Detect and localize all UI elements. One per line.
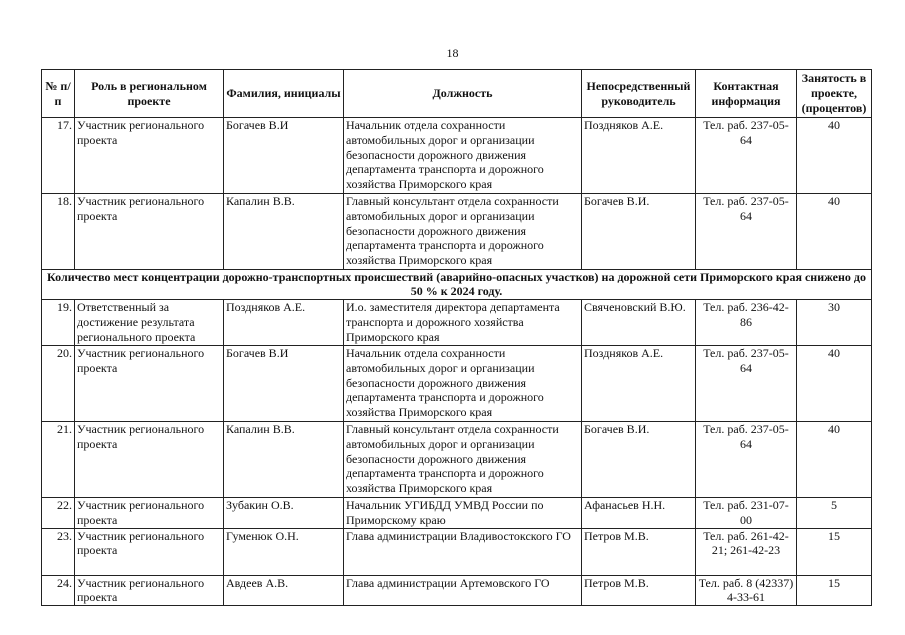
table-row: [42, 194, 872, 270]
table-row: [42, 118, 872, 194]
row-name: Авдеев А.В.: [224, 575, 344, 606]
row-manager: Поздняков А.Е.: [582, 346, 696, 422]
row-position: Главный консультант отдела сохранности автомобильных дорог и организации безопасности дорожного движения департамента транспорта и дорожного хозяйства Приморского края: [344, 422, 582, 498]
row-role: Участник регионального проекта: [75, 575, 224, 606]
row-name: Капалин В.В.: [224, 194, 344, 270]
row-manager: Богачев В.И.: [582, 422, 696, 498]
row-position: Начальник отдела сохранности автомобильных дорог и организации безопасности дорожного движения департамента транспорта и дорожного хозяйства Приморского края: [344, 118, 582, 194]
row-role: Участник регионального проекта: [75, 528, 224, 575]
row-role: Участник регионального проекта: [75, 498, 224, 529]
row-name: Зубакин О.В.: [224, 498, 344, 529]
row-position: Глава администрации Артемовского ГО: [344, 575, 582, 606]
row-manager: Поздняков А.Е.: [582, 118, 696, 194]
row-role: Участник регионального проекта: [75, 346, 224, 422]
row-name: Капалин В.В.: [224, 422, 344, 498]
row-load: 30: [797, 300, 872, 346]
table-row: [42, 300, 872, 346]
row-num: 17.: [42, 118, 75, 194]
row-position: Главный консультант отдела сохранности автомобильных дорог и организации безопасности дорожного движения департамента транспорта и дорожного хозяйства Приморского края: [344, 194, 582, 270]
row-contact: Тел. раб. 261-42-21; 261-42-23: [696, 528, 797, 575]
header-role: Роль в региональном проекте: [75, 70, 224, 118]
header-load: Занятость в проекте, (процентов): [797, 70, 872, 118]
row-manager: Свяченовский В.Ю.: [582, 300, 696, 346]
table-row: [42, 498, 872, 529]
section-row: [42, 270, 872, 300]
table-header-row: [42, 70, 872, 118]
row-num: 23.: [42, 528, 75, 575]
table-row: [42, 575, 872, 606]
row-name: Гуменюк О.Н.: [224, 528, 344, 575]
row-manager: Богачев В.И.: [582, 194, 696, 270]
row-contact: Тел. раб. 237-05-64: [696, 346, 797, 422]
row-load: 40: [797, 118, 872, 194]
row-manager: Петров М.В.: [582, 575, 696, 606]
header-num: № п/п: [42, 70, 75, 118]
row-load: 40: [797, 346, 872, 422]
row-contact: Тел. раб. 237-05-64: [696, 422, 797, 498]
row-num: 22.: [42, 498, 75, 529]
row-num: 19.: [42, 300, 75, 346]
row-num: 21.: [42, 422, 75, 498]
row-name: Поздняков А.Е.: [224, 300, 344, 346]
row-load: 15: [797, 575, 872, 606]
row-position: Глава администрации Владивостокского ГО: [344, 528, 582, 575]
row-role: Участник регионального проекта: [75, 118, 224, 194]
section-title: Количество мест концентрации дорожно-транспортных происшествий (аварийно-опасных участков) на дорожной сети Приморского края снижено до 50 % к 2024 году.: [42, 270, 872, 300]
header-contact: Контактная информация: [696, 70, 797, 118]
table-row: [42, 528, 872, 575]
row-manager: Петров М.В.: [582, 528, 696, 575]
row-name: Богачев В.И: [224, 118, 344, 194]
header-position: Должность: [344, 70, 582, 118]
row-name: Богачев В.И: [224, 346, 344, 422]
header-name: Фамилия, инициалы: [224, 70, 344, 118]
table-row: [42, 346, 872, 422]
row-num: 24.: [42, 575, 75, 606]
row-contact: Тел. раб. 237-05-64: [696, 118, 797, 194]
row-load: 40: [797, 194, 872, 270]
row-num: 20.: [42, 346, 75, 422]
row-position: Начальник отдела сохранности автомобильных дорог и организации безопасности дорожного движения департамента транспорта и дорожного хозяйства Приморского края: [344, 346, 582, 422]
row-contact: Тел. раб. 237-05-64: [696, 194, 797, 270]
row-load: 5: [797, 498, 872, 529]
page-number: 18: [446, 46, 459, 60]
row-load: 40: [797, 422, 872, 498]
header-manager: Непосредственный руководитель: [582, 70, 696, 118]
row-position: Начальник УГИБДД УМВД России по Приморскому краю: [344, 498, 582, 529]
table-row: [42, 422, 872, 498]
row-role: Ответственный за достижение результата регионального проекта: [75, 300, 224, 346]
row-contact: Тел. раб. 8 (42337) 4-33-61: [696, 575, 797, 606]
row-role: Участник регионального проекта: [75, 194, 224, 270]
row-position: И.о. заместителя директора департамента транспорта и дорожного хозяйства Приморского края: [344, 300, 582, 346]
row-num: 18.: [42, 194, 75, 270]
row-role: Участник регионального проекта: [75, 422, 224, 498]
row-manager: Афанасьев Н.Н.: [582, 498, 696, 529]
row-contact: Тел. раб. 231-07-00: [696, 498, 797, 529]
row-contact: Тел. раб. 236-42-86: [696, 300, 797, 346]
row-load: 15: [797, 528, 872, 575]
project-participants-table: [41, 69, 872, 606]
